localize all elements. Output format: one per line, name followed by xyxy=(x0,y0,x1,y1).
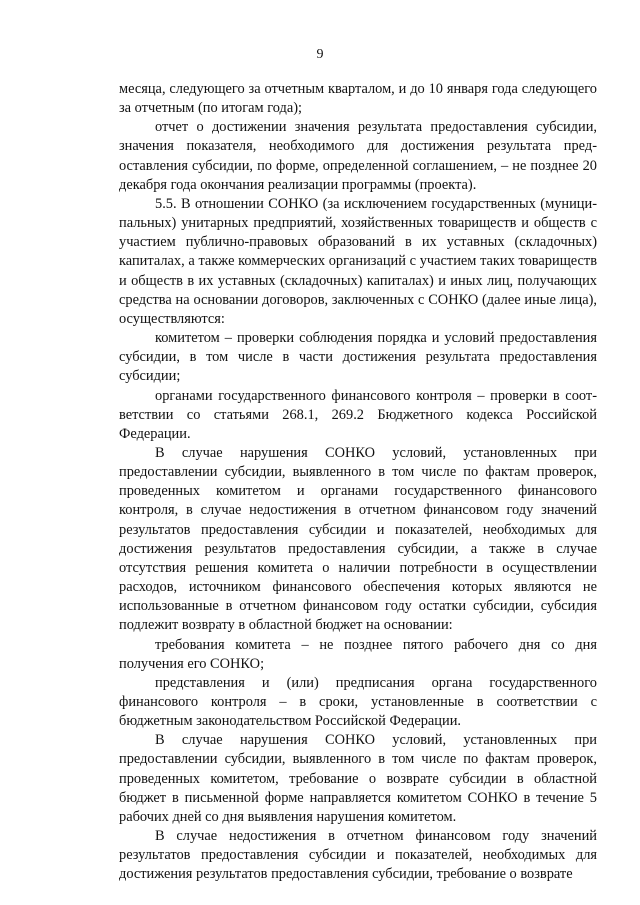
paragraph-continuation: месяца, следующего за отчетным кварталом, и до 10 января года следующего за отчетным (по итогам года); xyxy=(119,81,597,117)
document-body xyxy=(119,80,597,885)
paragraph-violation-notice: В случае нарушения СОНКО условий, установленных при предоставлении субсидии, выявленного в том числе по фактам проверок, проведенных комитетом, требование о возврате субсидии в областной бюджет в письменной форме направляется комитетом СОНКО в течение 5 рабочих дней со дня выявления нарушения комитетом. xyxy=(119,732,597,825)
paragraph-report-deadline: отчет о достижении значения результата предоставления субсидии, значения показателя, необходимого для достижения результата предоставления субсидии, по форме, определенной соглашением, – не позднее 20 декабря года окончания реализации программы (проекта). xyxy=(119,119,597,193)
paragraph-committee-checks: комитетом – проверки соблюдения порядка и условий предоставления субсидии, в том числе в части достижения результата предоставления субсидии; xyxy=(119,330,597,385)
paragraph-5-5: 5.5. В отношении СОНКО (за исключением государственных (муниципальных) унитарных предприятий, хозяйственных товариществ и обществ с участием публично-правовых образований в их уставных (складочных) капиталах, а также коммерческих организаций с участием таких товариществ и обществ в их уставных (складочных) капиталах) и иных лиц, получающих средства на основании договоров, заключенных с СОНКО (далее иные лица), осуществляются: xyxy=(119,195,597,327)
paragraph-subsidy-return-cases: В случае нарушения СОНКО условий, установленных при предоставлении субсидии, выявленного в том числе по фактам проверок, проведенных комитетом и органами государственного финансового контроля, в случае недостижения в отчетном финансовом году значений результатов предоставления субсидии и показателей, необходимых для достижения результатов предоставления субсидии, а также в случае отсутствия решения комитета о наличии потребности в осуществлении расходов, источником финансового обеспечения которых являются не использованные в отчетном финансовом году остатки субсидии, субсидия подлежит возврату в областной бюджет на основании: xyxy=(119,444,597,634)
paragraph-committee-requirement: требования комитета – не позднее пятого рабочего дня со дня получения его СОНКО; xyxy=(119,636,597,672)
paragraph-financial-control-checks: органами государственного финансового контроля – проверки в соответствии со статьями 268.1, 269.2 Бюджетного кодекса Российской Федерации. xyxy=(119,387,597,442)
page-number: 9 xyxy=(316,47,324,62)
paragraph-control-body-order: представления и (или) предписания органа государственного финансового контроля – в сроки, установленные в соответствии с бюджетным законодательством Российской Федерации. xyxy=(119,674,597,730)
paragraph-non-achievement: В случае недостижения в отчетном финансовом году значений результатов предоставления субсидии и показателей, необходимых для достижения результатов предоставления субсидии, требование о возврате xyxy=(119,828,597,883)
